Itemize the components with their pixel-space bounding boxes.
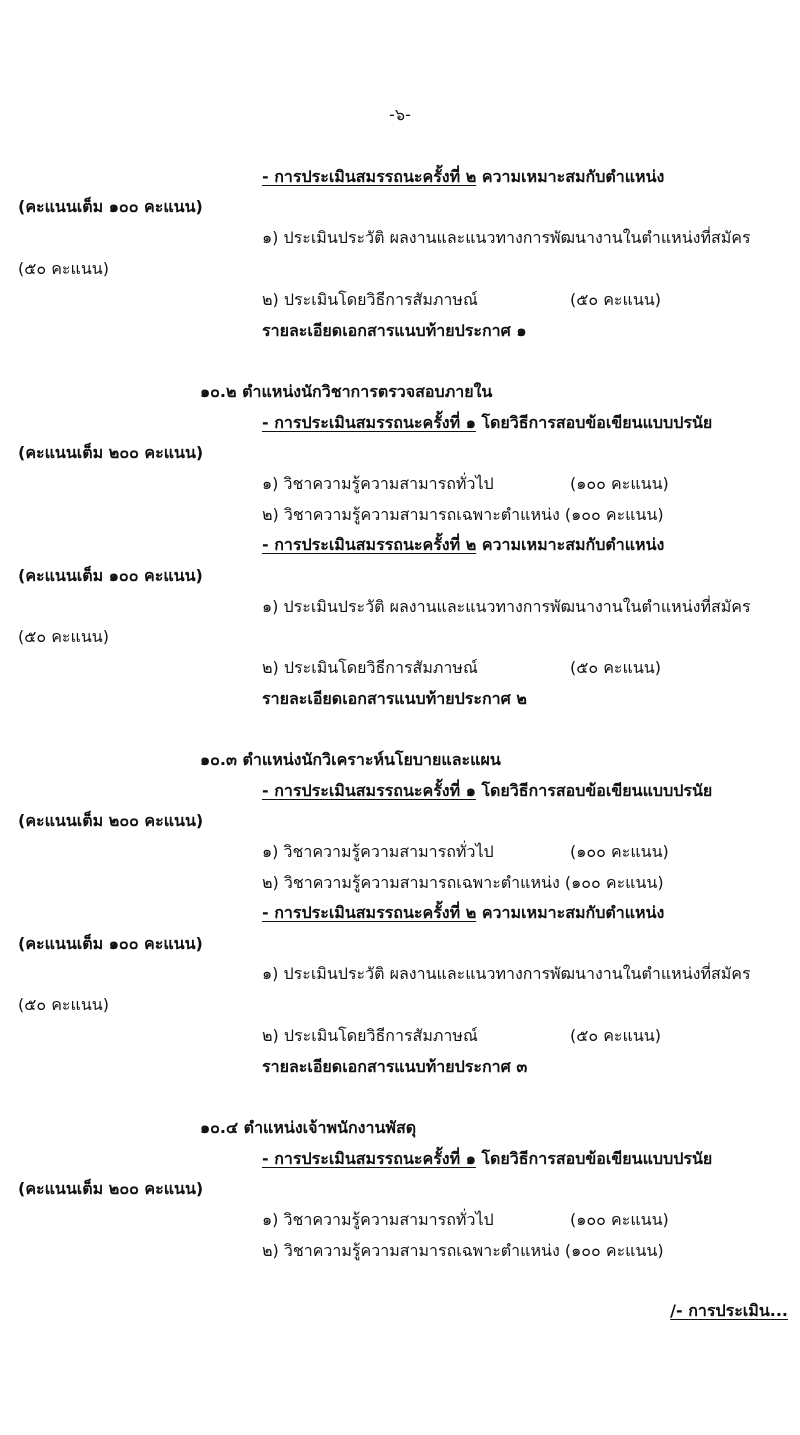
assessment-round-2-title <box>262 902 664 924</box>
detail-reference: รายละเอียดเอกสารแนบท้ายประกาศ ๑ <box>262 321 527 340</box>
assessment-round-1-title <box>262 780 712 802</box>
subject-2: ๒) วิชาความรู้ความสามารถเฉพาะตำแหน่ง (๑๐๐ คะแนน) <box>262 873 664 892</box>
full-score: (คะแนนเต็ม ๑๐๐ คะแนน) <box>18 566 203 585</box>
full-score: (คะแนนเต็ม ๒๐๐ คะแนน) <box>18 443 204 462</box>
item-2-score: (๕๐ คะแนน) <box>570 1026 661 1045</box>
assessment-round-1-title <box>262 1148 712 1170</box>
item-1: ๑) ประเมินประวัติ ผลงานและแนวทางการพัฒนางานในตำแหน่งที่สมัคร <box>262 597 751 616</box>
assessment-round-1-desc: โดยวิธีการสอบข้อเขียนแบบปรนัย <box>475 781 713 800</box>
subject-1: ๑) วิชาความรู้ความสามารถทั่วไป <box>262 474 494 493</box>
section-heading: ๑๐.๔ ตำแหน่งเจ้าพนักงานพัสดุ <box>200 1118 417 1137</box>
subject-1-score: (๑๐๐ คะแนน) <box>570 1210 669 1229</box>
assessment-round-1-desc: โดยวิธีการสอบข้อเขียนแบบปรนัย <box>475 1149 713 1168</box>
detail-reference: รายละเอียดเอกสารแนบท้ายประกาศ ๒ <box>262 689 527 708</box>
assessment-round-1-label: - การประเมินสมรรถนะครั้งที่ ๑ <box>262 1149 476 1168</box>
full-score: (คะแนนเต็ม ๒๐๐ คะแนน) <box>18 1179 204 1198</box>
assessment-round-2-title <box>262 534 664 556</box>
assessment-round-2-desc: ความเหมาะสมกับตำแหน่ง <box>476 535 665 554</box>
subject-1-score: (๑๐๐ คะแนน) <box>570 842 669 861</box>
item-2-score: (๕๐ คะแนน) <box>570 658 661 677</box>
page-number: -๖- <box>389 105 411 124</box>
subject-2: ๒) วิชาความรู้ความสามารถเฉพาะตำแหน่ง (๑๐๐ คะแนน) <box>262 1241 664 1260</box>
assessment-round-1-title <box>262 412 712 434</box>
subject-1: ๑) วิชาความรู้ความสามารถทั่วไป <box>262 842 494 861</box>
item-1-score: (๕๐ คะแนน) <box>18 259 109 278</box>
assessment-round-1-label: - การประเมินสมรรถนะครั้งที่ ๑ <box>262 413 476 432</box>
item-1: ๑) ประเมินประวัติ ผลงานและแนวทางการพัฒนางานในตำแหน่งที่สมัคร <box>262 964 751 983</box>
subject-2: ๒) วิชาความรู้ความสามารถเฉพาะตำแหน่ง (๑๐๐ คะแนน) <box>262 505 664 524</box>
assessment-round-2-label: - การประเมินสมรรถนะครั้งที่ ๒ <box>262 903 477 922</box>
item-2: ๒) ประเมินโดยวิธีการสัมภาษณ์ <box>262 1026 478 1045</box>
continuation-text: /- การประเมิน... <box>670 1301 788 1320</box>
full-score: (คะแนนเต็ม ๒๐๐ คะแนน) <box>18 811 204 830</box>
item-1: ๑) ประเมินประวัติ ผลงานและแนวทางการพัฒนางานในตำแหน่งที่สมัคร <box>262 228 751 247</box>
full-score: (คะแนนเต็ม ๑๐๐ คะแนน) <box>18 934 203 953</box>
item-2-score: (๕๐ คะแนน) <box>570 290 661 309</box>
item-2: ๒) ประเมินโดยวิธีการสัมภาษณ์ <box>262 658 478 677</box>
section-heading: ๑๐.๓ ตำแหน่งนักวิเคราะห์นโยบายและแผน <box>200 750 501 769</box>
item-2: ๒) ประเมินโดยวิธีการสัมภาษณ์ <box>262 290 478 309</box>
assessment-round-2-label: - การประเมินสมรรถนะครั้งที่ ๒ <box>262 167 477 186</box>
item-1-score: (๕๐ คะแนน) <box>18 995 109 1014</box>
assessment-round-1-desc: โดยวิธีการสอบข้อเขียนแบบปรนัย <box>475 413 713 432</box>
assessment-round-2-label: - การประเมินสมรรถนะครั้งที่ ๒ <box>262 535 477 554</box>
assessment-round-2-desc: ความเหมาะสมกับตำแหน่ง <box>476 903 665 922</box>
subject-1: ๑) วิชาความรู้ความสามารถทั่วไป <box>262 1210 494 1229</box>
subject-1-score: (๑๐๐ คะแนน) <box>570 474 669 493</box>
detail-reference: รายละเอียดเอกสารแนบท้ายประกาศ ๓ <box>262 1057 528 1076</box>
full-score: (คะแนนเต็ม ๑๐๐ คะแนน) <box>18 197 203 216</box>
assessment-round-1-label: - การประเมินสมรรถนะครั้งที่ ๑ <box>262 781 476 800</box>
assessment-round-2-title <box>262 166 664 188</box>
continuation-marker <box>670 1300 788 1322</box>
item-1-score: (๕๐ คะแนน) <box>18 627 109 646</box>
assessment-round-2-desc: ความเหมาะสมกับตำแหน่ง <box>476 167 665 186</box>
section-heading: ๑๐.๒ ตำแหน่งนักวิชาการตรวจสอบภายใน <box>200 382 493 401</box>
